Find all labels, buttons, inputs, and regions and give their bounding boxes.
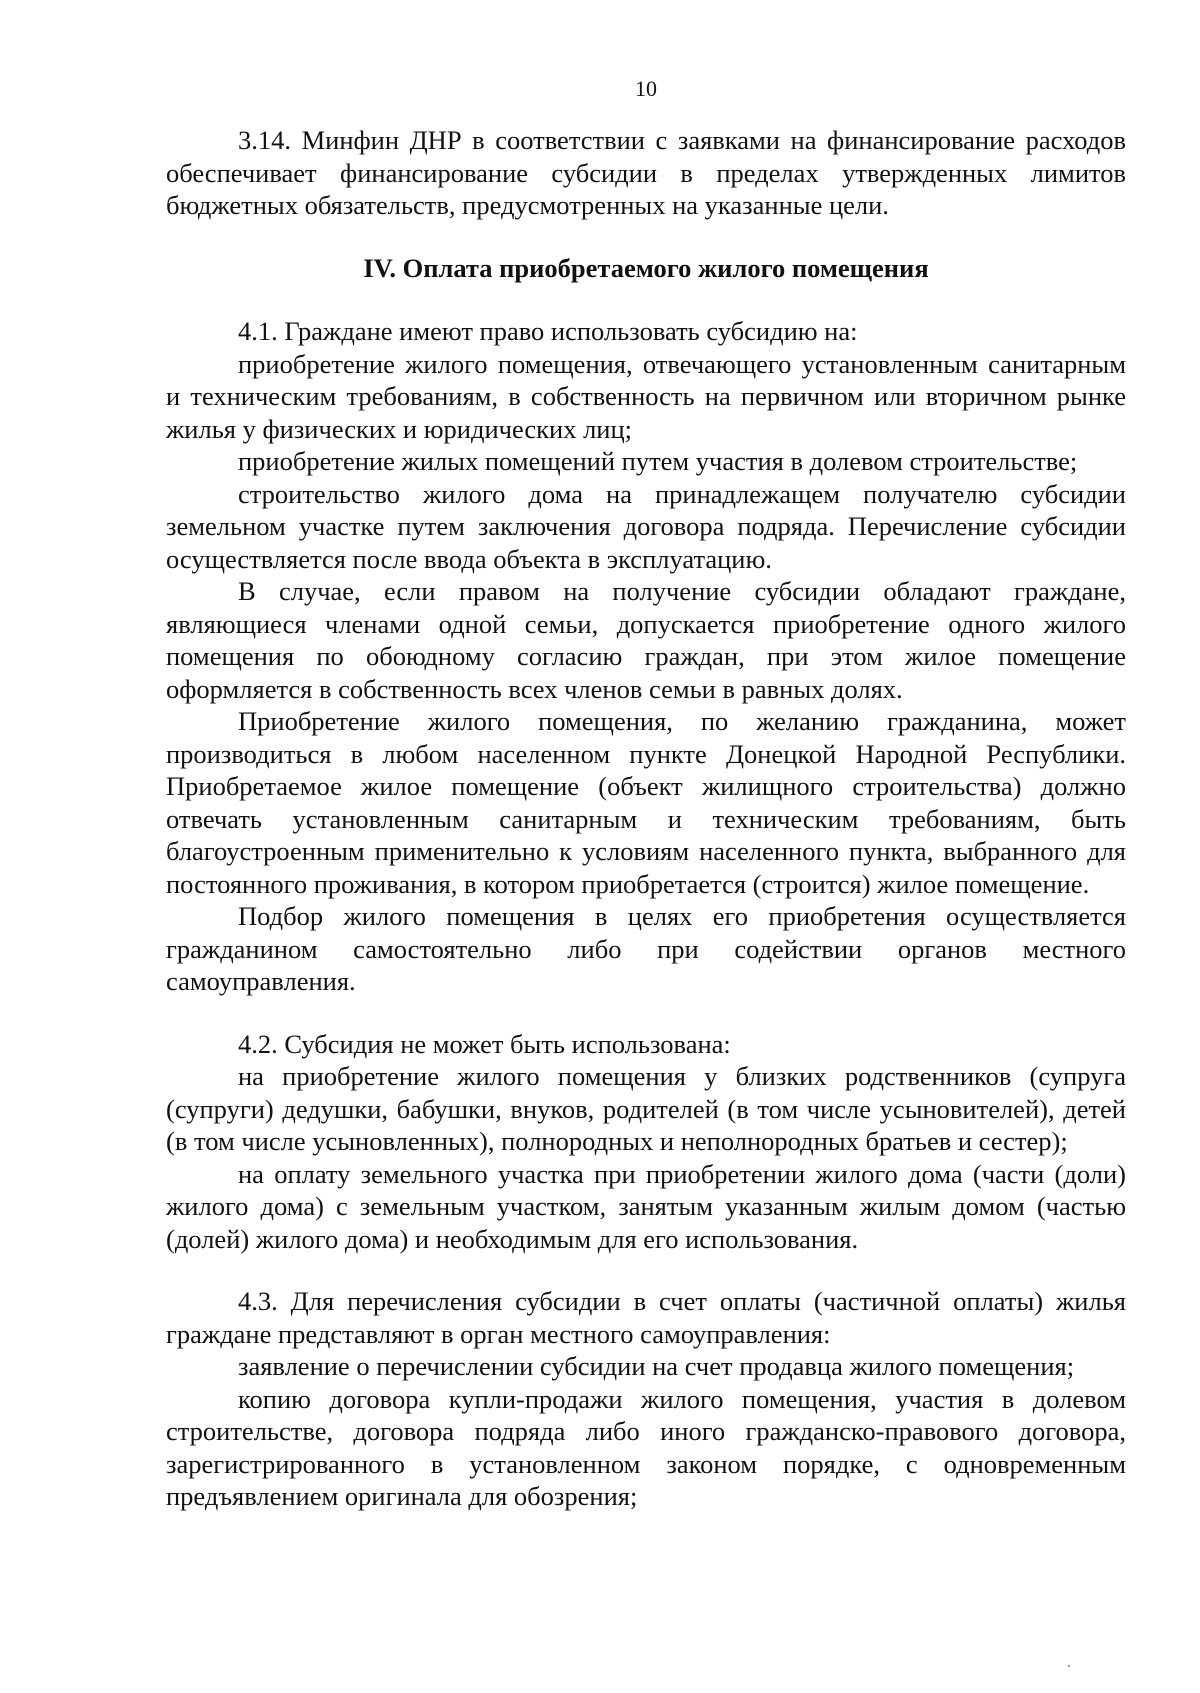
paragraph-4-1-item-3: строительство жилого дома на принадлежащем получателю субсидии земельном участке путем заключения договора подряда. Перечисление субсидии осуществляется после ввода объекта в эксплуатацию. bbox=[166, 478, 1126, 574]
paragraph-4-2-item-1: на приобретение жилого помещения у близких родственников (супруга (супруги) дедушки, бабушки, внуков, родителей (в том числе усыновителей), детей (в том числе усыновленных), полнородных и неполнородных братьев и сестер); bbox=[166, 1061, 1126, 1156]
paragraph-4-1-item-1: приобретение жилого помещения, отвечающего установленным санитарным и техническим требованиям, в собственность на первичном или вторичном рынке жилья у физических и юридических лиц; bbox=[166, 348, 1126, 444]
paragraph-4-1-family: В случае, если правом на получение субсидии обладают граждане, являющиеся членами одной семьи, допускается приобретение одного жилого помещения по обоюдному согласию граждан, при этом жилое помещение оформляется в собственность всех членов семьи в равных долях. bbox=[166, 576, 1126, 704]
paragraph-4-1-selection: Подбор жилого помещения в целях его приобретения осуществляется гражданином самостоятельно либо при содействии органов местного самоуправления. bbox=[166, 901, 1126, 996]
document-body bbox=[166, 124, 1126, 1513]
paragraph-4-3-item-1: заявление о перечислении субсидии на счет продавца жилого помещения; bbox=[238, 1351, 1075, 1381]
paragraph-4-1-location: Приобретение жилого помещения, по желанию гражданина, может производиться в любом населенном пункте Донецкой Народной Республики. Приобретаемое жилое помещение (объект жилищного строительства) должно отвечать установленным санитарным и техническим требованиям, быть благоустроенным применительно к условиям населенного пункта, выбранного для постоянного проживания, в котором приобретается (строится) жилое помещение. bbox=[166, 706, 1126, 899]
paragraph-4-2-item-2: на оплату земельного участка при приобретении жилого дома (части (доли) жилого дома) с земельным участком, занятым указанным жилым домом (частью (долей) жилого дома) и необходимым для его использования. bbox=[166, 1158, 1126, 1254]
paragraph-4-2-intro: 4.2. Субсидия не может быть использована: bbox=[238, 1028, 731, 1059]
paragraph-4-3-item-2: копию договора купли-продажи жилого помещения, участия в долевом строительстве, договора подряда либо иного гражданско-правового договора, зарегистрированного в установленном законом порядке, с одновременным предъявлением оригинала для обозрения; bbox=[166, 1383, 1126, 1511]
paragraph-4-1-intro: 4.1. Граждане имеют право использовать субсидию на: bbox=[238, 316, 858, 346]
page-number: 10 bbox=[635, 76, 657, 101]
paragraph-4-1-item-2: приобретение жилых помещений путем участия в долевом строительстве; bbox=[238, 446, 1078, 476]
section-heading: IV. Оплата приобретаемого жилого помещения bbox=[363, 252, 929, 283]
paragraph-4-3-intro: 4.3. Для перечисления субсидии в счет оплаты (частичной оплаты) жилья граждане представляют в орган местного самоуправления: bbox=[166, 1286, 1126, 1349]
scan-speck bbox=[1068, 1665, 1070, 1667]
paragraph-3-14: 3.14. Минфин ДНР в соответствии с заявками на финансирование расходов обеспечивает финансирование субсидии в пределах утвержденных лимитов бюджетных обязательств, предусмотренных на указанные цели. bbox=[166, 125, 1126, 220]
